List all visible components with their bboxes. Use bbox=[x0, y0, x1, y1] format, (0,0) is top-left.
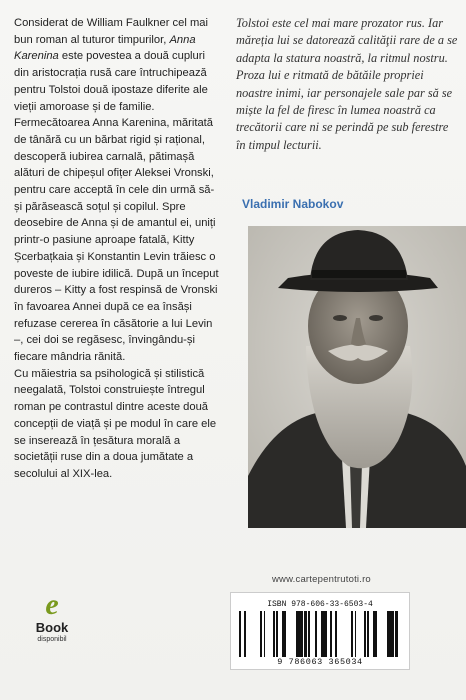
ebook-available: disponibil bbox=[37, 636, 67, 643]
description-body: este povestea a două cupluri din aristocrația rusă care întruchipează pentru Tolstoi două ipostaze diferite ale vieții amoroase și de familie. Fermecătoarea Anna Karenina, măritată de tânără cu un bărbat rigid și rațional, descoperă iubirea carnală, pătimașă alături de chipeșul ofițer Aleksei Vronski, pentru care acceptă în cele din urmă să-și părăsească soțul și copilul. Spre deosebire de Anna și de amantul ei, uniți printr-o pasiune aproape fatală, Kitty Șcerbațkaia și Konstantin Levin trăiesc o poveste de iubire idilică. După un început dureros – Kitty a fost respinsă de Vronski în favoarea Annei după ce ea însăși refuzase cererea în căsătorie a lui Levin –, cei doi se regăsesc, învingându-și fiecare mândria rănită. bbox=[14, 50, 219, 364]
ebook-badge bbox=[22, 588, 82, 662]
barcode-digits: 9 786063 365034 bbox=[277, 657, 363, 667]
author-portrait bbox=[248, 226, 466, 528]
quote-author: Vladimir Nabokov bbox=[242, 197, 344, 211]
barcode-icon bbox=[239, 611, 401, 657]
ebook-e-icon: e bbox=[45, 588, 59, 621]
website-url: www.cartepentrutoti.ro bbox=[272, 574, 371, 585]
description-paragraph-1 bbox=[14, 15, 219, 366]
quote-text: Tolstoi este cel mai mare prozator rus. Iar măreția lui se datorează calităţii rare de a se adapta la statura noastră, la ritmul nostru. Proza lui e ritmată de bătăile propriei noastre inimi, iar personajele sale par să se miște la fel de firesc în lumea noastră ca trecătorii care ni se perindă pe sub ferestre în timpul lecturii. bbox=[236, 16, 458, 152]
description-intro: Considerat de William Faulkner cel mai bun roman al tuturor timpurilor, bbox=[14, 17, 208, 46]
book-title-italic: Anna Karenina bbox=[14, 33, 196, 63]
description-paragraph-2: Cu măiestria sa psihologică și stilistică neegalată, Tolstoi construiește întregul roman pe contrastul dintre aceste două concepții de viață și pe modul în care ele se inserează în țesătura morală a societății ruse din a doua jumătate a secolului al XIX-lea. bbox=[14, 367, 217, 480]
ebook-label: Book bbox=[35, 620, 69, 635]
isbn-label: ISBN 978-606-33-6503-4 bbox=[267, 600, 373, 609]
book-description bbox=[14, 15, 219, 483]
barcode-box bbox=[230, 592, 410, 670]
